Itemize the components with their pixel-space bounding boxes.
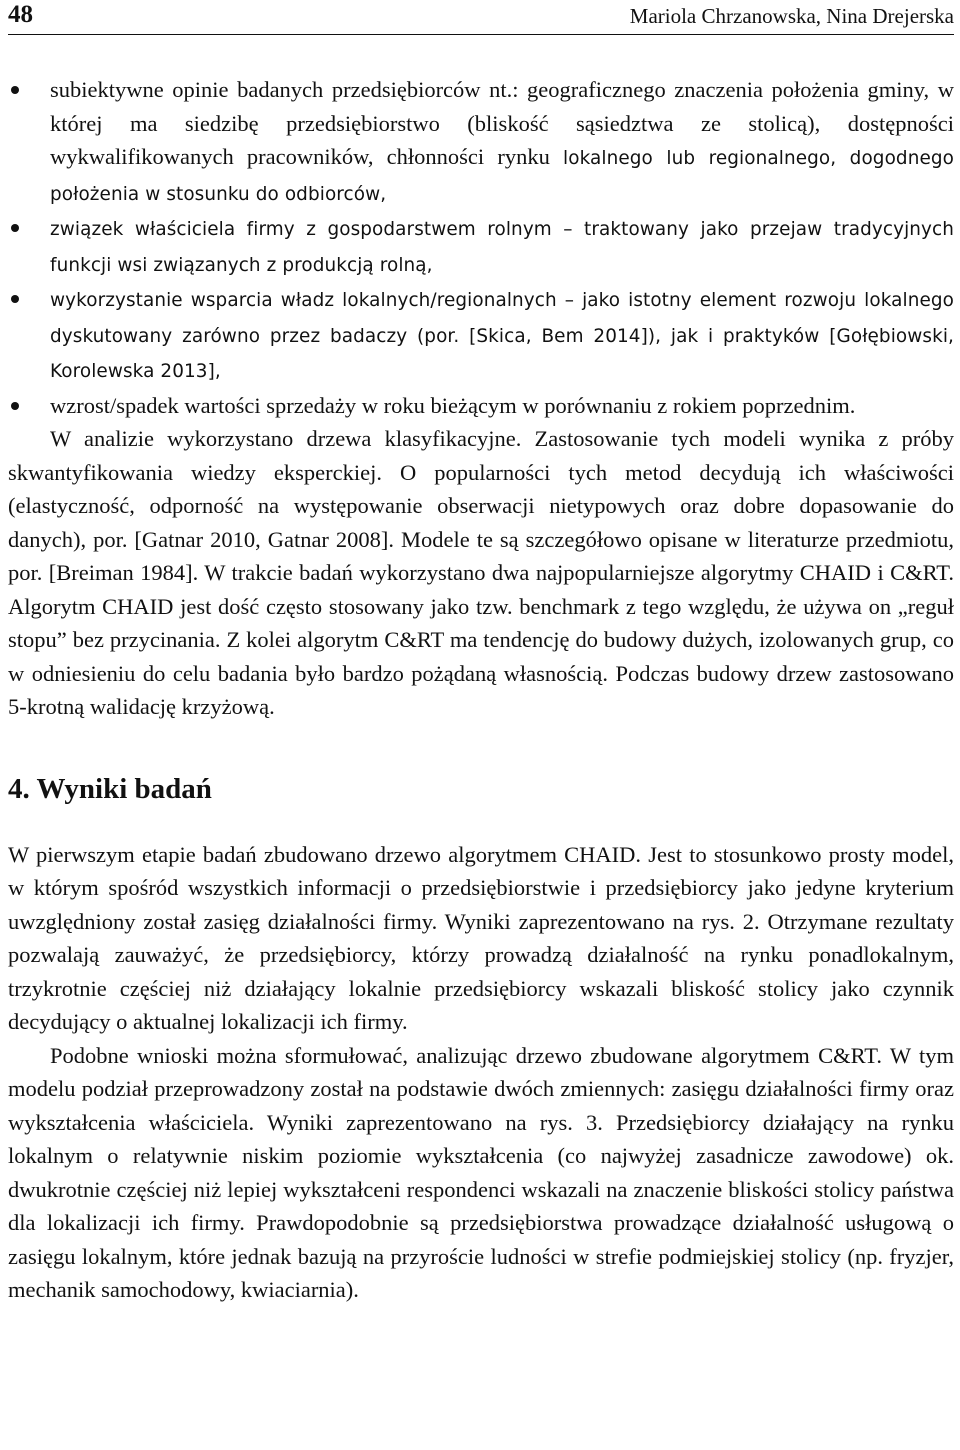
list-item xyxy=(8,282,954,389)
paragraph-methods: W analizie wykorzystano drzewa klasyfikacyjne. Zastosowanie tych modeli wynika z próby skwantyfikowania wiedzy eksperckiej. O popularności tych metod decydują ich właściwości (elastyczność, odporność na występowanie obserwacji nietypowych oraz dobre dopasowanie do danych), por. [Gatnar 2010, Gatnar 2008]. Modele te są szczegółowo opisane w literaturze przedmiotu, por. [Breiman 1984]. W trakcie badań wykorzystano dwa najpopularniejsze algorytmy CHAID i C&RT. Algorytm CHAID jest dość często stosowany jako tzw. benchmark z tego względu, że używa on „reguł stopu” bez przycinania. Z kolei algorytm C&RT ma tendencję do budowy dużych, izolowanych grup, co w odniesieniu do celu badania było bardzo pożądaną własnością. Podczas budowy drzew zastosowano 5-krotną walidację krzyżową. xyxy=(8,426,954,719)
running-head-authors: Mariola Chrzanowska, Nina Drejerska xyxy=(629,4,954,28)
list-item-text: wykorzystanie wsparcia władz lokalnych/regionalnych – jako istotny element rozwoju lokalnego dyskutowany zarówno przez badaczy (por. [Skica, Bem 2014]), jak i praktyków [Gołębiowski, Korolewska 2013], xyxy=(50,290,954,382)
list-item-text: lokalnego lub regionalnego, dogodnego położenia w stosunku do odbiorców, xyxy=(50,148,955,205)
page-number: 48 xyxy=(8,1,33,28)
criteria-list xyxy=(8,73,954,422)
paragraph-results-2: Podobne wnioski można sformułować, analizując drzewo zbudowane algorytmem C&RT. W tym modelu podział przeprowadzony został na podstawie dwóch zmiennych: zasięgu działalności firmy oraz wykształcenia właściciela. Wyniki zaprezentowano na rys. 3. Przedsiębiorcy działający na rynku lokalnym o relatywnie niskim poziomie wykształcenia (co najwyżej zasadnicze zawodowe) ok. dwukrotnie częściej niż lepiej wykształceni respondenci wskazali na znaczenie bliskości stolicy państwa dla lokalizacji ich firmy. Prawdopodobnie są przedsiębiorstwa prowadzące działalność usługową o zasięgu lokalnym, które jednak bazują na przyroście ludności w strefie podmiejskiej stolicy (np. fryzjer, mechanik samochodowy, kwiaciarnia). xyxy=(8,1042,954,1302)
running-head xyxy=(8,0,954,35)
list-item xyxy=(8,73,954,211)
list-item-text: związek właściciela firmy z gospodarstwem rolnym – traktowany jako przejaw tradycyjnych funkcji wsi związanych z produkcją rolną, xyxy=(50,219,954,276)
page xyxy=(8,0,954,1307)
list-item-text: wzrost/spadek wartości sprzedaży w roku bieżącym w porównaniu z rokiem poprzednim. xyxy=(50,392,856,418)
list-item xyxy=(8,389,954,423)
section-heading: 4. Wyniki badań xyxy=(8,772,212,805)
paragraph-results-1: W pierwszym etapie badań zbudowano drzewo algorytmem CHAID. Jest to stosunkowo prosty model, w którym spośród wszystkich informacji o przedsiębiorstwie i przedsiębiorcy jako jedyne kryterium uwzględniony został zasięg działalności firmy. Wyniki zaprezentowano na rys. 2. Otrzymane rezultaty pozwalają zauważyć, że przedsiębiorcy, którzy prowadzą działalność na rynku ponadlokalnym, trzykrotnie częściej niż działający lokalnie przedsiębiorcy wskazali bliskość stolicy jako czynnik decydujący o aktualnej lokalizacji ich firmy. xyxy=(8,841,954,1034)
list-item xyxy=(8,211,954,282)
list-item-text: subiektywne opinie badanych przedsiębiorców nt.: geograficznego znaczenia położenia gminy, w której ma siedzibę przedsiębiorstwo (bliskość sąsiedztwa ze stolicą), dostępności wykwalifikowanych pracowników, chłonności rynku xyxy=(50,77,954,169)
